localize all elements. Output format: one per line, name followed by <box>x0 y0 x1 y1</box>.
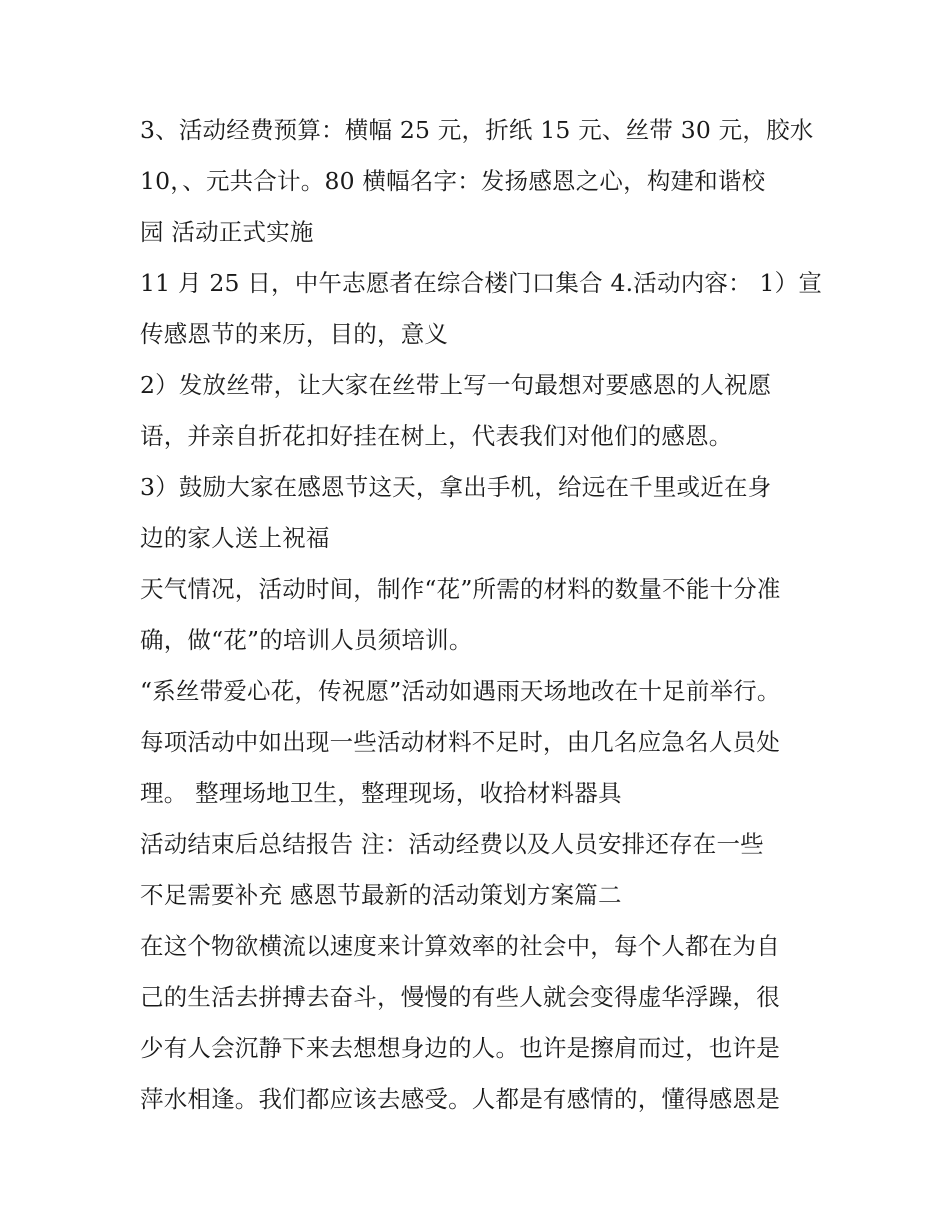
text-line: 园 活动正式实施 <box>140 218 314 246</box>
text-line: 语，并亲自折花扣好挂在树上，代表我们对他们的感恩。 <box>140 422 733 450</box>
text-line: 少有人会沉静下来去想想身边的人。也许是擦肩而过，也许是 <box>140 1034 780 1062</box>
text-line: 3）鼓励大家在感恩节这天，拿出手机，给远在千里或近在身 <box>140 473 772 501</box>
text-line: 天气情况，活动时间，制作“花”所需的材料的数量不能十分准 <box>140 575 781 603</box>
document-body <box>140 105 823 1125</box>
text-line: 己的生活去拼搏去奋斗，慢慢的有些人就会变得虚华浮躁，很 <box>140 983 780 1011</box>
text-line: 萍水相逢。我们都应该去感受。人都是有感情的，懂得感恩是 <box>140 1085 780 1113</box>
text-line: 11 月 25 日，中午志愿者在综合楼门口集合 4.活动内容： 1）宣 <box>140 269 823 297</box>
text-line: 10，、元共合计。80 横幅名字：发扬感恩之心，构建和谐校 <box>140 167 766 195</box>
text-line: 边的家人送上祝福 <box>140 524 330 552</box>
text-line: 活动结束后总结报告 注：活动经费以及人员安排还存在一些 <box>140 830 764 858</box>
text-line: 不足需要补充 感恩节最新的活动策划方案篇二 <box>140 881 622 909</box>
text-line: 传感恩节的来历，目的，意义 <box>140 320 449 348</box>
text-line: 3、活动经费预算：横幅 25 元，折纸 15 元、丝带 30 元，胶水 <box>140 116 814 144</box>
text-line: 每项活动中如出现一些活动材料不足时，由几名应急名人员处 <box>140 728 780 756</box>
text-line: “系丝带爱心花，传祝愿”活动如遇雨天场地改在十足前举行。 <box>140 677 781 705</box>
text-line: 2）发放丝带，让大家在丝带上写一句最想对要感恩的人祝愿 <box>140 371 772 399</box>
text-line: 确，做“花”的培训人员须培训。 <box>140 626 473 654</box>
text-line: 在这个物欲横流以速度来计算效率的社会中，每个人都在为自 <box>140 932 780 960</box>
text-line: 理。 整理场地卫生，整理现场，收拾材料器具 <box>140 779 622 807</box>
